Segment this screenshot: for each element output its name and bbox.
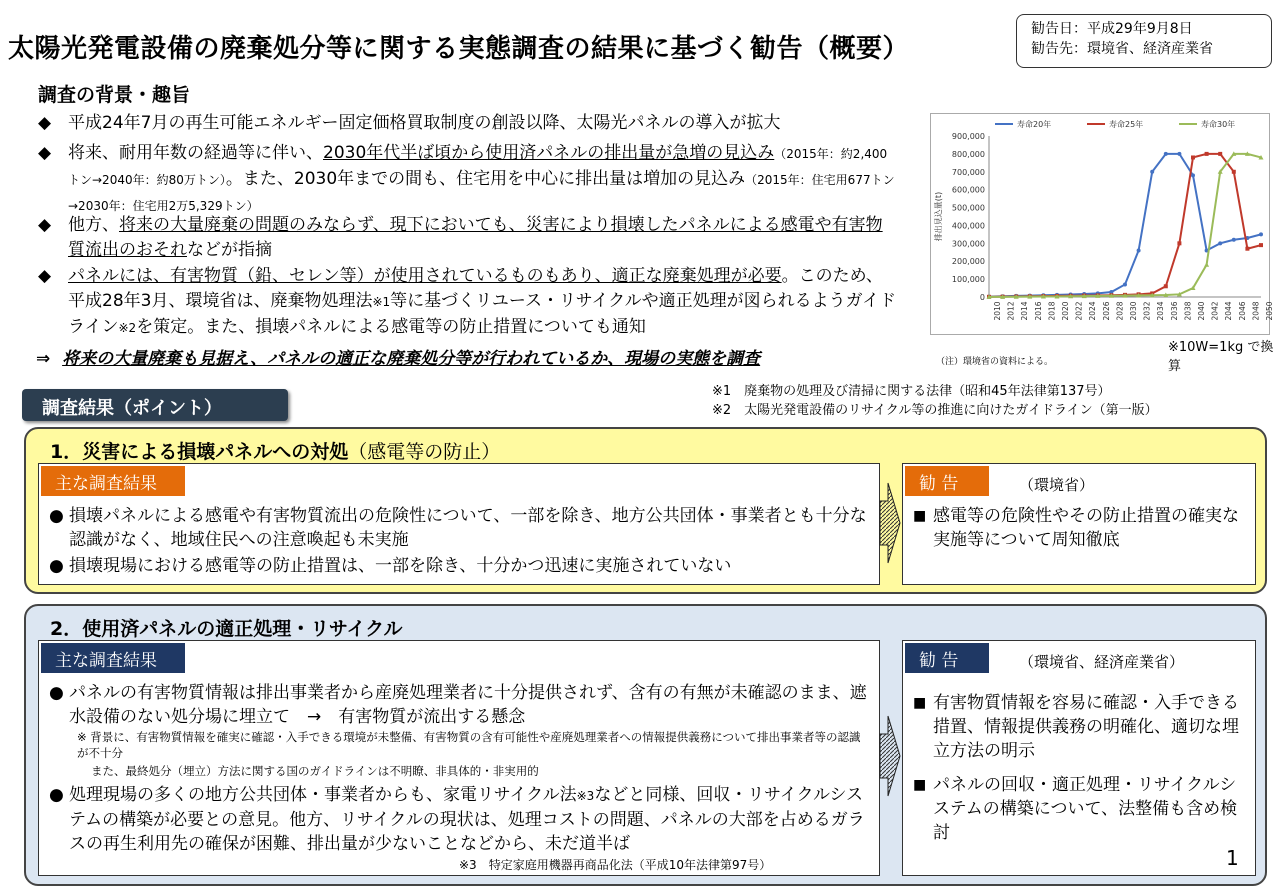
data-point <box>1164 284 1168 288</box>
diamond-bullet-icon: ◆ <box>38 266 52 286</box>
background-item: ◆ パネルには、有害物質（鉛、セレン等）が使用されているものもあり、適正な廃棄処理が必要。このため、平成28年3月、環境省は、廃棄物処理法※1等に基づくリユース・リサイクルや適正処理が図られるようガイドライン※2を策定。また、損壊パネルによる感電等の防止措置についても通知 <box>38 266 897 337</box>
x-tick-label: 2024 <box>1088 301 1098 321</box>
section-1-title: 1．災害による損壊パネルへの対処（感電等の防止） <box>50 441 501 463</box>
recommendation-recipients: 勧告先：環境省、経済産業省 <box>1031 41 1213 57</box>
data-point <box>1259 243 1263 247</box>
data-point <box>1232 238 1236 242</box>
section-recycling-panel <box>24 604 1267 886</box>
footnote-3: ※3 特定家庭用機器再商品化法（平成10年法律第97号） <box>459 858 772 872</box>
y-tick-label: 700,000 <box>951 167 985 177</box>
y-tick-label: 800,000 <box>951 149 985 159</box>
data-point <box>1204 262 1209 267</box>
data-point <box>1205 152 1209 156</box>
x-tick-label: 2020 <box>1061 301 1070 321</box>
x-tick-label: 2028 <box>1115 301 1125 321</box>
x-tick-label: 2036 <box>1169 301 1179 321</box>
chart-source: （注）環境省の資料による。 <box>936 357 1054 367</box>
data-point <box>1191 173 1195 177</box>
data-point <box>1218 152 1222 156</box>
background-item: ◆ 将来、耐用年数の経過等に伴い、2030年代半ば頃から使用済パネルの排出量が急増の見込み（2015年：約2,400トン→2040年：約80万トン）。また、2030年までの間も、住宅用を中心に排出量は増加の見込み（2015年：住宅用677トン→2030年：住宅用2万5,329トン） <box>38 143 895 213</box>
bullet-icon: ● <box>49 785 64 805</box>
x-tick-label: 2016 <box>1033 301 1043 321</box>
chart-note: ※10W=1kg で換算 <box>1168 340 1274 374</box>
bullet-icon: ● <box>49 556 64 576</box>
data-point <box>1150 170 1154 174</box>
findings-box-1 <box>38 463 880 585</box>
emission-chart <box>930 113 1274 335</box>
x-tick-label: 2018 <box>1047 301 1057 321</box>
x-tick-label: 2022 <box>1074 301 1084 321</box>
x-tick-label: 2042 <box>1210 301 1220 321</box>
x-tick-label: 2034 <box>1156 301 1166 321</box>
y-tick-label: 200,000 <box>951 257 985 267</box>
y-tick-label: 600,000 <box>951 185 985 195</box>
square-bullet-icon: ■ <box>913 695 927 711</box>
section-2-title: 2．使用済パネルの適正処理・リサイクル <box>50 618 403 640</box>
data-point <box>1191 155 1195 159</box>
arrow-right-icon <box>878 706 902 806</box>
finding-item: ● 処理現場の多くの地方公共団体・事業者からも、家電リサイクル法※3などと同様、回収・リサイクルシステムの構築が必要との意見。他方、リサイクルの現状は、処理コストの問題、パネルの大部を占めるガラスの再生利用先の確保が困難、排出量が少ないことなどから、未だ道半ば <box>49 785 865 854</box>
recommendation-target: （環境省） <box>1019 476 1095 494</box>
y-tick-label: 400,000 <box>951 221 985 231</box>
data-point <box>1177 241 1181 245</box>
data-point <box>1259 232 1263 236</box>
recommendation-target: （環境省、経済産業省） <box>1019 653 1185 671</box>
finding-item: ● 損壊現場における感電等の防止措置は、一部を除き、十分かつ迅速に実施されていない <box>49 556 732 576</box>
x-tick-label: 2046 <box>1237 301 1247 321</box>
finding-item: ● 損壊パネルによる感電や有害物質流出の危険性について、一部を除き、地方公共団体・事業者とも十分な認識がなく、地域住民への注意喚起も未実施 <box>49 506 867 550</box>
background-heading: 調査の背景・趣旨 <box>38 84 191 106</box>
x-tick-label: 2044 <box>1224 301 1234 321</box>
x-tick-label: 2038 <box>1183 301 1193 321</box>
arrow-icon: ⇒ <box>36 349 51 369</box>
diamond-bullet-icon: ◆ <box>38 143 52 163</box>
emission-chart-svg <box>931 114 1274 334</box>
finding-note: また、最終処分（埋立）方法に関する国のガイドラインは不明瞭、非具体的・非実用的 <box>91 764 539 778</box>
recommendation-item: ■ 有害物質情報を容易に確認・入手できる措置、情報提供義務の明確化、適切な埋立方法の明示 <box>913 693 1239 761</box>
finding-item: ● パネルの有害物質情報は排出事業者から産廃処理業者に十分提供されず、含有の有無が未確認のまま、遮水設備のない処分場に埋立て → 有害物質が流出する懸念 <box>49 683 867 727</box>
recommendation-info-box <box>1016 14 1272 68</box>
data-point <box>1123 282 1127 286</box>
footnote-2: ※2 太陽光発電設備のリサイクル等の推進に向けたガイドライン（第一版） <box>712 403 1158 418</box>
data-point <box>1137 248 1141 252</box>
x-tick-label: 2050 <box>1265 301 1274 321</box>
recommendation-item: ■ パネルの回収・適正処理・リサイクルシステムの構築について、法整備も含め検討 <box>913 775 1238 843</box>
legend-label: 寿命25年 <box>1109 120 1144 129</box>
diamond-bullet-icon: ◆ <box>38 215 52 235</box>
data-point <box>1177 152 1181 156</box>
recommendation-label: 勧 告 <box>905 466 989 496</box>
x-tick-label: 2010 <box>993 301 1002 321</box>
y-tick-label: 0 <box>979 293 985 302</box>
section-disaster-panel <box>24 427 1267 594</box>
x-tick-label: 2048 <box>1251 301 1261 321</box>
diamond-bullet-icon: ◆ <box>38 113 52 133</box>
square-bullet-icon: ■ <box>913 777 927 793</box>
x-tick-label: 2012 <box>1006 301 1016 321</box>
y-tick-label: 300,000 <box>951 239 985 249</box>
recommendation-label: 勧 告 <box>905 643 989 673</box>
x-tick-label: 2014 <box>1020 301 1030 321</box>
data-point <box>1218 241 1222 245</box>
y-axis-label: 排出見込量(t) <box>934 191 943 242</box>
findings-label: 主な調査結果 <box>41 643 185 673</box>
recommendation-date: 勧告日：平成29年9月8日 <box>1031 21 1193 37</box>
page-number: 1 <box>1226 846 1239 870</box>
data-point <box>1232 170 1236 174</box>
bullet-icon: ● <box>49 506 64 526</box>
page-title: 太陽光発電設備の廃棄処分等に関する実態調査の結果に基づく勧告（概要） <box>8 34 910 64</box>
y-tick-label: 900,000 <box>951 132 985 141</box>
x-tick-label: 2040 <box>1197 301 1206 321</box>
x-tick-label: 2032 <box>1142 301 1152 321</box>
square-bullet-icon: ■ <box>913 508 927 524</box>
recommendation-item: ■ 感電等の危険性やその防止措置の確実な実施等について周知徹底 <box>913 506 1239 550</box>
footnote-1: ※1 廃棄物の処理及び清掃に関する法律（昭和45年法律第137号） <box>712 384 1111 399</box>
findings-box-2 <box>38 640 880 876</box>
data-point <box>1164 152 1168 156</box>
y-tick-label: 100,000 <box>951 275 985 285</box>
recommendation-box-2 <box>902 640 1256 876</box>
recommendation-box-1 <box>902 463 1256 585</box>
survey-purpose: ⇒ 将来の大量廃棄も見据え、パネルの適正な廃棄処分等が行われているか、現場の実態を調査 <box>36 349 761 369</box>
y-tick-label: 500,000 <box>951 203 985 213</box>
x-tick-label: 2026 <box>1101 301 1111 321</box>
background-item: ◆ 平成24年7月の再生可能エネルギー固定価格買取制度の創設以降、太陽光パネルの導入が拡大 <box>38 111 898 136</box>
series-line <box>989 154 1261 297</box>
legend-label: 寿命30年 <box>1201 120 1236 129</box>
bullet-icon: ● <box>49 683 64 703</box>
results-tab: 調査結果（ポイント） <box>22 389 288 421</box>
findings-label: 主な調査結果 <box>41 466 185 496</box>
background-item: ◆ 他方、将来の大量廃棄の問題のみならず、現下においても、災害により損壊したパネルによる感電や有害物質流出のおそれなどが指摘 <box>38 215 883 260</box>
finding-note: ※ 背景に、有害物質情報を確実に確認・入手できる環境が未整備、有害物質の含有可能性や産廃処理業者への情報提供義務について排出事業者等の認識が不十分 <box>77 730 861 760</box>
arrow-right-icon <box>878 473 902 573</box>
x-tick-label: 2030 <box>1129 301 1138 321</box>
legend-label: 寿命20年 <box>1017 120 1052 129</box>
data-point <box>1245 247 1249 251</box>
